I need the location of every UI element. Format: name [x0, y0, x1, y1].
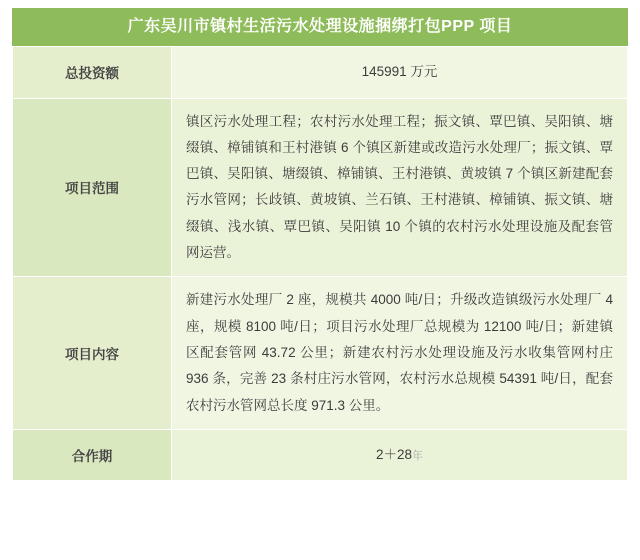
table-row [13, 277, 628, 430]
row-label-project-content: 项目内容 [13, 277, 172, 430]
row-value-cooperation-period [172, 429, 628, 480]
row-label-project-scope: 项目范围 [13, 98, 172, 277]
project-info-table [12, 46, 628, 481]
row-label-total-investment: 总投资额 [13, 47, 172, 98]
row-value-project-content: 新建污水处理厂 2 座，规模共 4000 吨/日；升级改造镇级污水处理厂 4 座，规模 8100 吨/日；项目污水处理厂总规模为 12100 吨/日；新建镇区配套管网 43.72 公里；新建农村污水处理设施及污水收集管网村庄 936 条，完善 23 条村庄污水管网，农村污水总规模 54391 吨/日，配套农村污水管网总长度 971.3 公里。 [172, 277, 628, 430]
table-row [13, 47, 628, 98]
table-row [13, 429, 628, 480]
table-row [13, 98, 628, 277]
row-value-project-scope: 镇区污水处理工程；农村污水处理工程；振文镇、覃巴镇、吴阳镇、塘缀镇、樟铺镇和王村港镇 6 个镇区新建或改造污水处理厂；振文镇、覃巴镇、吴阳镇、塘缀镇、樟铺镇、王村港镇、黄坡镇 7 个镇区新建配套污水管网；长歧镇、黄坡镇、兰石镇、王村港镇、樟铺镇、振文镇、塘缀镇、浅水镇、覃巴镇、吴阳镇 10 个镇的农村污水处理设施及配套管网运营。 [172, 98, 628, 277]
row-value-total-investment: 145991 万元 [172, 47, 628, 98]
page-title: 广东吴川市镇村生活污水处理设施捆绑打包PPP 项目 [12, 8, 628, 46]
cooperation-period-number: 2＋28 [375, 446, 413, 462]
cooperation-period-unit: 年 [412, 449, 424, 462]
row-label-cooperation-period: 合作期 [13, 429, 172, 480]
project-info-document [12, 8, 628, 481]
